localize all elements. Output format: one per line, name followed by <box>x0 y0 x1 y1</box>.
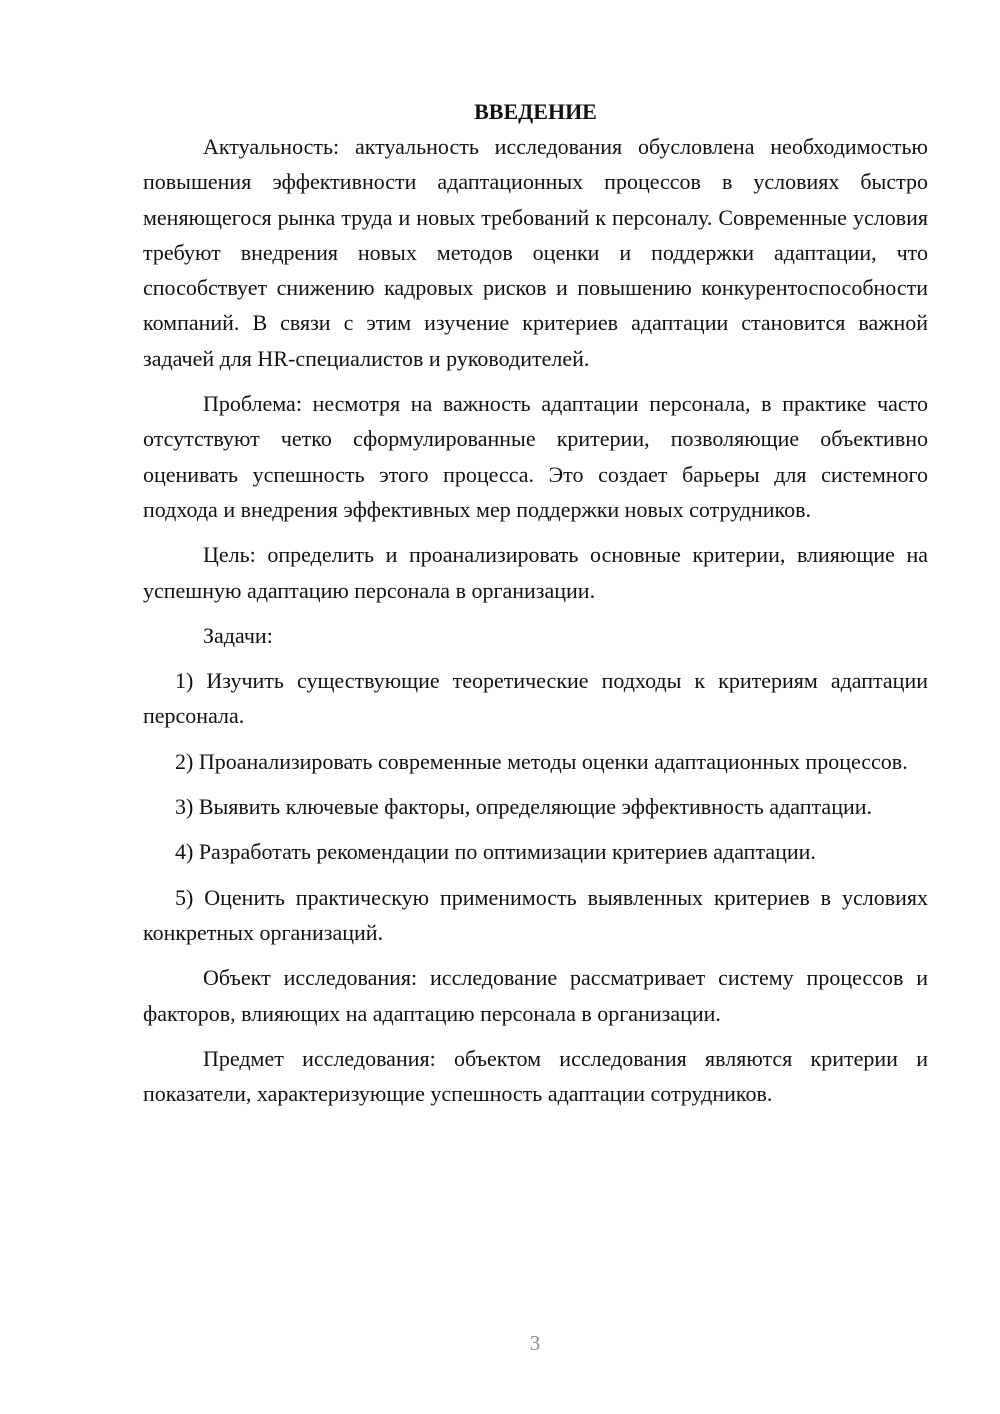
tasks-list <box>143 663 928 950</box>
page-number: 3 <box>529 1331 541 1355</box>
paragraph-relevance: Актуальность: актуальность исследования обусловлена необходимостью повышения эффективности адаптационных процессов в условиях быстро меняющегося рынка труда и новых требований к персоналу. Современные условия требуют внедрения новых методов оценки и поддержки адаптации, что способствует снижению кадровых рисков и повышению конкурентоспособности компаний. В связи с этим изучение критериев адаптации становится важной задачей для HR-специалистов и руководителей. <box>143 134 928 371</box>
task-item-4: 4) Разработать рекомендации по оптимизации критериев адаптации. <box>175 839 816 865</box>
task-item-1: 1) Изучить существующие теоретические подходы к критериям адаптации персонала. <box>143 668 928 729</box>
page-content <box>143 94 928 1111</box>
paragraph-tasks-label: Задачи: <box>203 622 273 648</box>
task-item-5: 5) Оценить практическую применимость выявленных критериев в условиях конкретных организаций. <box>143 884 928 945</box>
paragraph-problem: Проблема: несмотря на важность адаптации персонала, в практике часто отсутствуют четко сформулированные критерии, позволяющие объективно оценивать успешность этого процесса. Это создает барьеры для системного подхода и внедрения эффективных мер поддержки новых сотрудников. <box>143 391 928 522</box>
task-item-3: 3) Выявить ключевые факторы, определяющие эффективность адаптации. <box>175 794 873 820</box>
task-item-2: 2) Проанализировать современные методы оценки адаптационных процессов. <box>175 748 908 774</box>
paragraph-subject: Предмет исследования: объектом исследования являются критерии и показатели, характеризующие успешность адаптации сотрудников. <box>143 1045 928 1107</box>
paragraph-object: Объект исследования: исследование рассматривает систему процессов и факторов, влияющих на адаптацию персонала в организации. <box>143 965 928 1026</box>
section-heading: ВВЕДЕНИЕ <box>474 99 597 124</box>
paragraph-goal: Цель: определить и проанализировать основные критерии, влияющие на успешную адаптацию персонала в организации. <box>143 542 928 603</box>
